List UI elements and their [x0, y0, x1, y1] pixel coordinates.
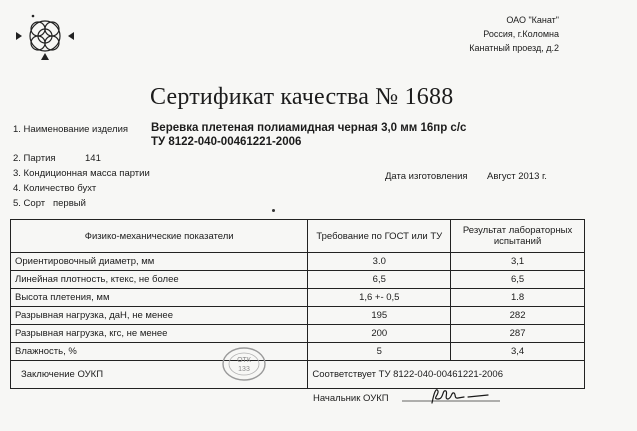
company-info [469, 13, 559, 55]
chief-label: Начальник ОУКП [313, 393, 389, 404]
signature [402, 383, 500, 409]
table-row [11, 343, 585, 361]
result-cell: 3,4 [451, 343, 585, 361]
product-spec: ТУ 8122-040-00461221-2006 [151, 136, 302, 148]
param-cell: Высота плетения, мм [11, 289, 308, 307]
item2-label: 2. Партия [13, 153, 56, 164]
item1-label: 1. Наименование изделия [13, 124, 129, 135]
requirement-cell: 3.0 [308, 253, 451, 271]
company-city: Россия, г.Коломна [483, 29, 559, 39]
item4-label: 4. Количество бухт [13, 183, 97, 194]
stamp-text-2: 133 [238, 366, 250, 373]
param-cell: Разрывная нагрузка, кгс, не менее [11, 325, 308, 343]
conclusion-value: Соответствует ТУ 8122-040-00461221-2006 [308, 361, 585, 389]
requirement-cell: 1,6 +- 0,5 [308, 289, 451, 307]
test-results-table [10, 219, 585, 389]
conclusion-label: Заключение ОУКП [11, 361, 308, 389]
product-name: Веревка плетеная полиамидная черная 3,0 мм 16пр с/с [151, 122, 467, 134]
item3-label: 3. Кондиционная масса партии [13, 168, 150, 179]
company-logo [14, 12, 76, 62]
company-name: ОАО "Канат" [506, 15, 559, 25]
result-cell: 6,5 [451, 271, 585, 289]
requirement-cell: 195 [308, 307, 451, 325]
table-row [11, 289, 585, 307]
table-row [11, 307, 585, 325]
item5-label: 5. Сорт [13, 198, 46, 209]
batch-number: 141 [85, 153, 101, 164]
company-address: Канатный проезд, д.2 [469, 43, 559, 53]
date-value: Август 2013 г. [487, 171, 547, 182]
certificate-title: Сертификат качества № 1688 [150, 84, 454, 110]
table-row [11, 325, 585, 343]
header-parameters: Физико-механические показатели [11, 220, 308, 253]
grade-value: первый [53, 198, 86, 209]
requirement-cell: 200 [308, 325, 451, 343]
header-result: Результат лабораторных испытаний [451, 220, 585, 253]
date-label: Дата изготовления [385, 171, 468, 182]
table-row [11, 271, 585, 289]
result-cell: 287 [451, 325, 585, 343]
param-cell: Ориентировочный диаметр, мм [11, 253, 308, 271]
otk-stamp [221, 345, 267, 383]
requirement-cell: 5 [308, 343, 451, 361]
table-header-row [11, 220, 585, 253]
stamp-text-1: ОТК [237, 357, 251, 364]
param-cell: Линейная плотность, ктекс, не более [11, 271, 308, 289]
result-cell: 3,1 [451, 253, 585, 271]
result-cell: 282 [451, 307, 585, 325]
requirement-cell: 6,5 [308, 271, 451, 289]
result-cell: 1.8 [451, 289, 585, 307]
table-row [11, 253, 585, 271]
param-cell: Влажность, % [11, 343, 308, 361]
ink-dot [272, 209, 275, 212]
header-requirement: Требование по ГОСТ или ТУ [308, 220, 451, 253]
param-cell: Разрывная нагрузка, даН, не менее [11, 307, 308, 325]
